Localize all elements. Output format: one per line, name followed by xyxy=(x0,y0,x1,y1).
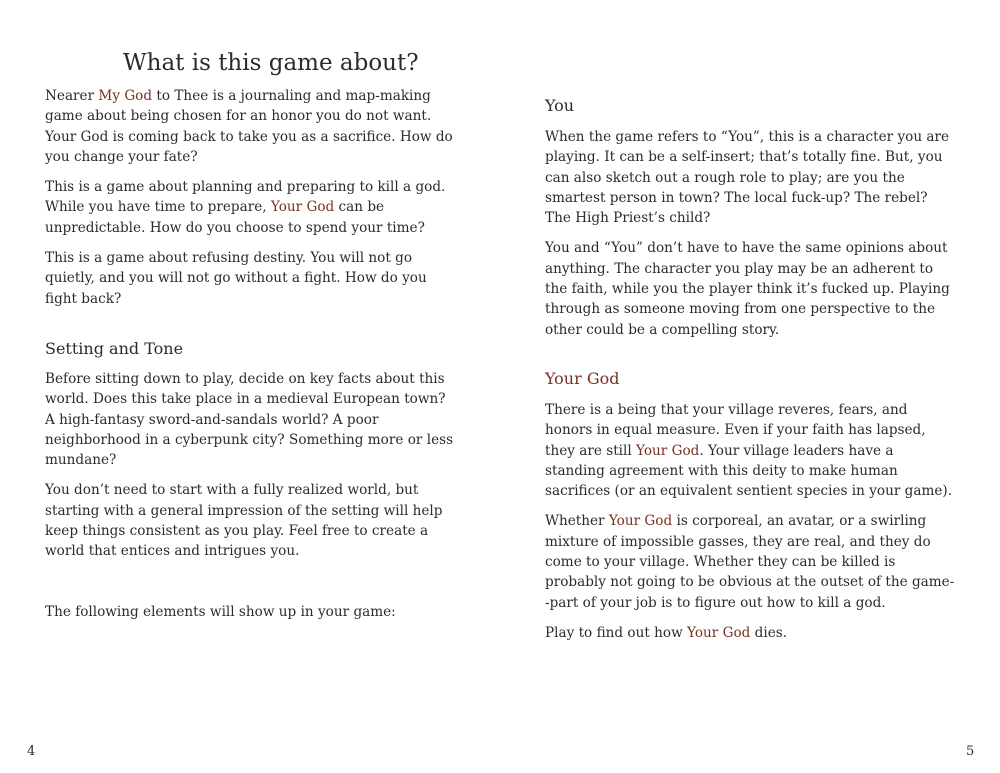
intro-paragraph-2 xyxy=(45,177,455,238)
setting-paragraph-1: Before sitting down to play, decide on key facts about this world. Does this take place in a medieval European town? A high-fantasy sword-and-sandals world? A poor neighborhood in a cyberpunk city? Something more or less mundane? xyxy=(45,371,454,469)
highlight-your-god: Your God xyxy=(608,513,673,530)
setting-heading: Setting and Tone xyxy=(45,339,184,358)
you-heading: You xyxy=(545,96,575,115)
page-number-left: 4 xyxy=(27,744,36,759)
you-section xyxy=(545,95,955,350)
right-page xyxy=(500,0,1000,773)
your-god-heading: Your God xyxy=(545,369,620,388)
your-god-paragraph-3 xyxy=(545,623,955,643)
your-god-section xyxy=(545,368,955,653)
text-span: Nearer xyxy=(45,88,99,104)
text-span: There is a being that your village reveres, fears, and honors in equal measure. Even if your faith has lapsed, they are still xyxy=(545,402,926,459)
you-paragraph-1: When the game refers to “You”, this is a character you are playing. It can be a self-insert; that’s totally fine. But, you can also sketch out a rough role to play; are you the smartest person in town? The local fuck-up? The rebel? The High Priest’s child? xyxy=(545,129,950,227)
page-number-right: 5 xyxy=(966,744,975,759)
intro-section xyxy=(45,86,455,319)
text-span: is corporeal, an avatar, or a swirling mixture of impossible gasses, they are real, and they do come to your village. Whether they can be killed is probably not going to be obvious at the outset of the game--part of your job is to figure out how to kill a god. xyxy=(545,513,955,611)
text-span: to Thee is a journaling and map-making game about being chosen for an honor you do not want. Your God is coming back to take you as a sacrifice. How do you change your fate? xyxy=(45,88,453,165)
text-span: dies. xyxy=(750,624,788,641)
text-span: . Your village leaders have a standing agreement with this deity to make human sacrifices (or an equivalent sentient species in your game). xyxy=(545,442,953,500)
page-title: What is this game about? xyxy=(123,50,419,76)
text-span: Play to find out how xyxy=(545,624,688,641)
intro-paragraph-1 xyxy=(45,86,455,167)
your-god-paragraph-2 xyxy=(545,511,955,612)
highlight-your-god: Your God xyxy=(636,442,700,459)
text-span: This is a game about planning and preparing to kill a god. While you have time to prepare, xyxy=(45,179,446,216)
intro-paragraph-3: This is a game about refusing destiny. You will not go quietly, and you will not go without a fight. How do you fight back? xyxy=(45,250,427,307)
highlight-your-god: Your God xyxy=(687,624,751,641)
you-paragraph-2: You and “You” don’t have to have the same opinions about anything. The character you play may be an adherent to the faith, while you the player think it’s fucked up. Playing through as someone moving from one perspective to the other could be a compelling story. xyxy=(545,240,950,338)
setting-paragraph-3: The following elements will show up in your game: xyxy=(45,603,396,620)
highlight-my-god: My God xyxy=(98,88,153,104)
text-span: Whether xyxy=(545,513,609,530)
text-span: can be unpredictable. How do you choose to spend your time? xyxy=(45,199,425,236)
setting-section xyxy=(45,338,455,632)
highlight-your-god: Your God xyxy=(270,199,335,216)
your-god-paragraph-1 xyxy=(545,400,955,501)
setting-paragraph-2: You don’t need to start with a fully realized world, but starting with a general impression of the setting will help keep things consistent as you play. Feel free to create a world that entices and intrigues you. xyxy=(45,482,443,560)
